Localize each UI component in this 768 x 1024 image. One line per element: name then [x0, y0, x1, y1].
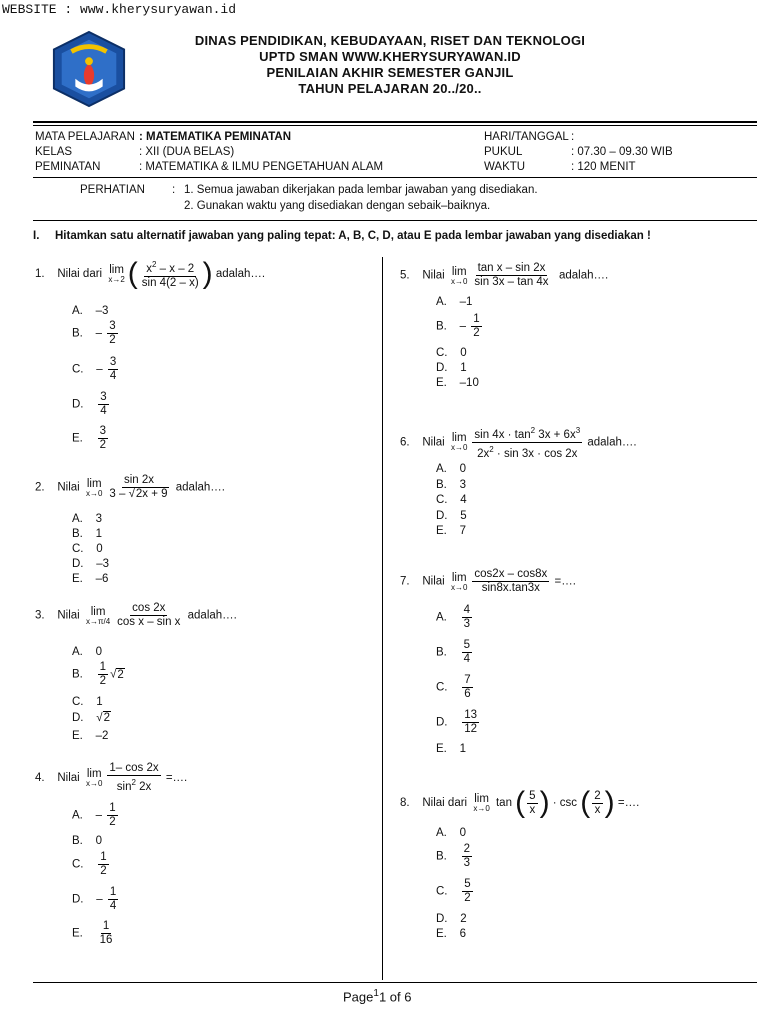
perhatian-block	[80, 184, 720, 218]
q1-prefix: Nilai dari	[57, 267, 103, 280]
q4-option-b: B. 0	[72, 835, 103, 847]
q2-options	[72, 512, 109, 587]
q6-option-a: A. 0	[436, 463, 467, 475]
q1-option-e: E. $\frac{3}{2}$	[72, 425, 107, 451]
perhatian-colon: :	[172, 184, 176, 196]
header-line-4: TAHUN PELAJARAN 20../20..	[298, 81, 482, 96]
page-footer	[343, 988, 411, 1004]
question-6: 6. Nilai lim x→0 $\frac{\sin 4x \cdot \tan^2 3x + 6x^3}{2x^2 \cdot \sin 3x \cdot \cos 2x}$ adalah….	[400, 426, 637, 460]
q7-option-d: D. $\frac{13}{12}$	[436, 709, 478, 735]
question-3: 3. Nilai lim x→π/4 $\frac{\cos 2x}{\text{cos x – sin x}}$ adalah….	[35, 602, 237, 628]
q8-options-de	[436, 912, 467, 942]
q8-option-c: C. $\frac{5}{2}$	[436, 878, 471, 904]
waktu-label: WAKTU	[484, 161, 526, 173]
question-1: 1. Nilai dari lim x→2 ( $\frac{x^2 - x - 2}{\sin 4(2 - x)}$ ) adalah….	[35, 256, 266, 290]
q2-option-b: B. 1	[72, 528, 103, 540]
pukul-label: PUKUL	[484, 146, 523, 158]
q6-option-c: C. 4	[436, 494, 467, 506]
footer-page-label: Page	[343, 989, 374, 1005]
q6-options	[436, 462, 467, 540]
q1-option-a: A. –3	[72, 305, 109, 317]
q5-option-d: D. 1	[436, 362, 467, 374]
header-line-1: DINAS PENDIDIKAN, KEBUDAYAAN, RISET DAN TEKNOLOGI	[194, 33, 586, 48]
waktu-value: : 120 MENIT	[571, 161, 636, 173]
peminatan-value: : MATEMATIKA & ILMU PENGETAHUAN ALAM	[139, 161, 384, 173]
q7-option-e: E. 1	[436, 743, 467, 755]
footer-superscript: 1	[373, 988, 379, 999]
q5-option-e: E. –10	[436, 377, 479, 389]
q6-option-e: E. 7	[436, 525, 467, 537]
column-divider	[382, 257, 383, 980]
perhatian-divider	[33, 220, 757, 221]
question-8: 8. Nilai dari lim x→0 tan ( $\frac{5}{x}$ ) · csc ( $\frac{2}{x}$ ) =….	[400, 786, 640, 819]
tut-wuri-handayani-logo	[50, 30, 128, 108]
q5-option-b: B. – $\frac{1}{2}$	[436, 313, 480, 339]
q3-option-a: A. 0	[72, 646, 103, 658]
question-4: 4. Nilai lim x→0 $\frac{1- \cos 2x}{\sin^2 2x}$ =….	[35, 762, 188, 793]
website-label: WEBSITE : www.kherysuryawan.id	[2, 2, 237, 17]
hari-value: :	[571, 131, 575, 143]
q5-option-a: A. –1	[436, 296, 473, 308]
header-line-2: UPTD SMAN WWW.KHERYSURYAWAN.ID	[259, 49, 521, 64]
q1-option-b: B. – $\frac{3}{2}$	[72, 320, 116, 346]
q4-option-c: C. $\frac{1}{2}$	[72, 851, 107, 877]
q5-options-cde	[436, 346, 479, 391]
section-number: I.	[33, 230, 40, 242]
mapel-value: : MATEMATIKA PEMINATAN	[139, 131, 292, 143]
q8-option-d: D. 2	[436, 913, 467, 925]
q1-number: 1.	[35, 267, 45, 280]
question-5: 5. Nilai lim x→0 $\frac{\text{tan x – sin 2x}}{\sin 3x - \tan 4x}$ adalah….	[400, 262, 609, 288]
section-instruction: Hitamkan satu alternatif jawaban yang paling tepat: A, B, C, D, atau E pada lembar jawaban yang disediakan !	[55, 230, 651, 242]
q3-option-b: B. $\frac{1}{2}$ √2	[72, 661, 124, 687]
footer-divider	[33, 982, 757, 983]
perhatian-label: PERHATIAN	[80, 184, 145, 196]
q7-option-c: C. $\frac{7}{6}$	[436, 674, 471, 700]
hari-label: HARI/TANGGAL	[484, 131, 569, 143]
q2-option-a: A. 3	[72, 513, 103, 525]
q1-option-d: D. $\frac{3}{4}$	[72, 391, 107, 417]
school-header	[150, 33, 630, 97]
q5-option-c: C. 0	[436, 347, 467, 359]
info-divider	[33, 177, 757, 178]
question-7: 7. Nilai lim x→0 $\frac{\cos 2x - \cos 8x}{\sin 8x.\tan 3x}$ =….	[400, 568, 576, 594]
header-divider-thin	[33, 125, 757, 126]
q2-option-d: D. –3	[72, 558, 110, 570]
q8-option-b: B. $\frac{2}{3}$	[436, 843, 471, 869]
q3-option-d: D. √2	[72, 712, 110, 724]
mapel-label: MATA PELAJARAN	[35, 131, 135, 143]
header-divider	[33, 121, 757, 123]
q1-option-c: C. – $\frac{3}{4}$	[72, 356, 117, 382]
q4-option-a: A. – $\frac{1}{2}$	[72, 802, 116, 828]
exam-info	[35, 131, 735, 181]
q8-option-e: E. 6	[436, 928, 467, 940]
q8-option-a: A. 0	[436, 827, 467, 839]
q2-option-e: E. –6	[72, 573, 109, 585]
q1-suffix: adalah….	[215, 267, 266, 280]
q4-option-e: E. $\frac{1}{16}$	[72, 920, 113, 946]
perhatian-item-1: 1. Semua jawaban dikerjakan pada lembar jawaban yang disediakan.	[184, 184, 538, 196]
peminatan-label: PEMINATAN	[35, 161, 101, 173]
perhatian-item-2: 2. Gunakan waktu yang disediakan dengan sebaik–baiknya.	[184, 200, 491, 212]
q7-option-b: B. $\frac{5}{4}$	[436, 639, 471, 665]
q6-option-d: D. 5	[436, 509, 467, 522]
q4-option-d: D. – $\frac{1}{4}$	[72, 886, 117, 912]
q6-option-b: B. 3	[436, 478, 467, 491]
q3-option-e: E. –2	[72, 730, 109, 742]
question-2: 2. Nilai lim x→0 $\frac{\sin 2x}{3 - √2x + 9}$ adalah….	[35, 474, 225, 500]
q7-option-a: A. $\frac{4}{3}$	[436, 604, 471, 630]
q2-option-c: C. 0	[72, 543, 103, 555]
header-line-3: PENILAIAN AKHIR SEMESTER GANJIL	[266, 65, 514, 80]
kelas-value: : XII (DUA BELAS)	[139, 146, 235, 158]
kelas-label: KELAS	[35, 146, 73, 158]
q3-option-c: C. 1	[72, 696, 103, 708]
footer-page-count: 1 of 6	[378, 989, 412, 1005]
pukul-value: : 07.30 – 09.30 WIB	[571, 146, 673, 158]
